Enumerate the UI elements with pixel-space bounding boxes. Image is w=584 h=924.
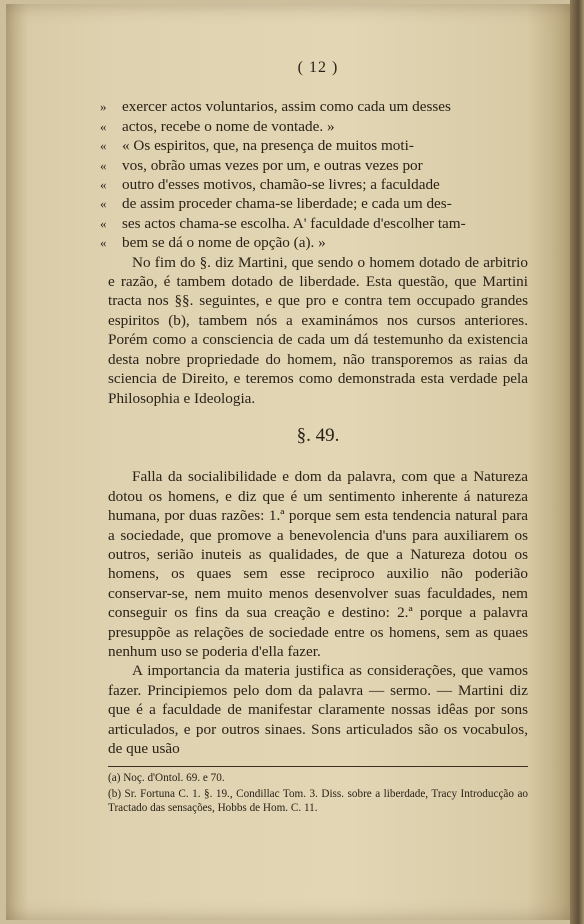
footnotes (108, 771, 528, 816)
section-heading: §. 49. (296, 424, 340, 446)
quote-text: ses actos chama-se escolha. A' faculdade d'escolher tam- (122, 214, 466, 232)
footnote-a: (a) Noç. d'Ontol. 69. e 70. (108, 772, 225, 785)
quote-mark: « (100, 196, 107, 212)
quote-text: « Os espiritos, que, na presença de muitos moti- (122, 137, 414, 155)
quote-line (100, 194, 528, 213)
quote-line (100, 97, 528, 116)
quote-line (100, 175, 528, 194)
book-spine (570, 0, 584, 924)
quote-line (100, 233, 528, 252)
quote-text: bem se dá o nome de opção (a). » (122, 234, 326, 252)
quote-line (100, 136, 528, 155)
quote-line (100, 214, 528, 233)
footnote-b: (b) Sr. Fortuna C. 1. §. 19., Condillac Tom. 3. Diss. sobre a liberdade, Tracy Introducção ao Tractado das sensações, Hobbs de Hom. C. 11. (108, 787, 528, 815)
quote-text: de assim proceder chama-se liberdade; e cada um des- (122, 195, 452, 213)
quote-mark: « (100, 177, 107, 193)
paragraph-liberdade: No fim do §. diz Martini, que sendo o homem dotado de arbitrio e razão, é tambem dotado de liberdade. Esta questão, que Martini tracta nos §§. seguintes, e que pro e contra tem occupado grandes espiritos (b), tambem nós a examinámos nos cursos anteriores. Porém como a consciencia de cada um dá testemunho da existencia desta nobre propriedade do homem, não transporemos as raias da sciencia de Direito, e teremos como demonstrada esta verdade pela Philosophia e Ideologia. (108, 253, 528, 407)
quote-mark: « (100, 118, 107, 134)
page-number: ( 12 ) (297, 59, 339, 76)
page-text-block (100, 58, 528, 817)
quote-mark: « (100, 235, 107, 251)
quote-block (100, 97, 528, 252)
quote-mark: « (100, 215, 107, 231)
quote-mark: » (100, 99, 107, 115)
quote-mark: « (100, 157, 107, 173)
quote-line (100, 117, 528, 136)
footnote-rule (108, 766, 528, 767)
quote-mark: « (100, 138, 107, 154)
quote-text: actos, recebe o nome de vontade. » (122, 117, 335, 135)
quote-text: outro d'esses motivos, chamão-se livres; a faculdade (122, 176, 440, 194)
quote-text: vos, obrão umas vezes por um, e outras vezes por (122, 156, 423, 174)
quote-line (100, 156, 528, 175)
paragraph-socialibilidade: Falla da socialibilidade e dom da palavra, com que a Natureza dotou os homens, e diz que é um sentimento inherente á natureza humana, por duas razões: 1.ª porque sem esta tendencia natural para a sociedade, que promove a benevolencia d'uns para auxiliarem os outros, serião inuteis as qualidades, de que a Natureza dotou os homens, os quaes sem esse reciproco auxilio não poderião conservar-se, nem muito menos desenvolver suas faculdades, nem conseguir os fins da sua creação e destino: 2.ª porque a palavra presuppõe as relações de sociedade entre os homens, sem as quaes nenhum uso se poderia d'ella fazer. (108, 468, 528, 660)
paragraph-palavra: A importancia da materia justifica as considerações, que vamos fazer. Principiemos pelo dom da palavra — sermo. — Martini diz que é a faculdade de manifestar claramente nossas idêas por sons articulados, e por outros sinaes. Sons articulados são os vocabulos, de que usão (108, 662, 528, 757)
quote-text: exercer actos voluntarios, assim como cada um desses (122, 98, 451, 116)
